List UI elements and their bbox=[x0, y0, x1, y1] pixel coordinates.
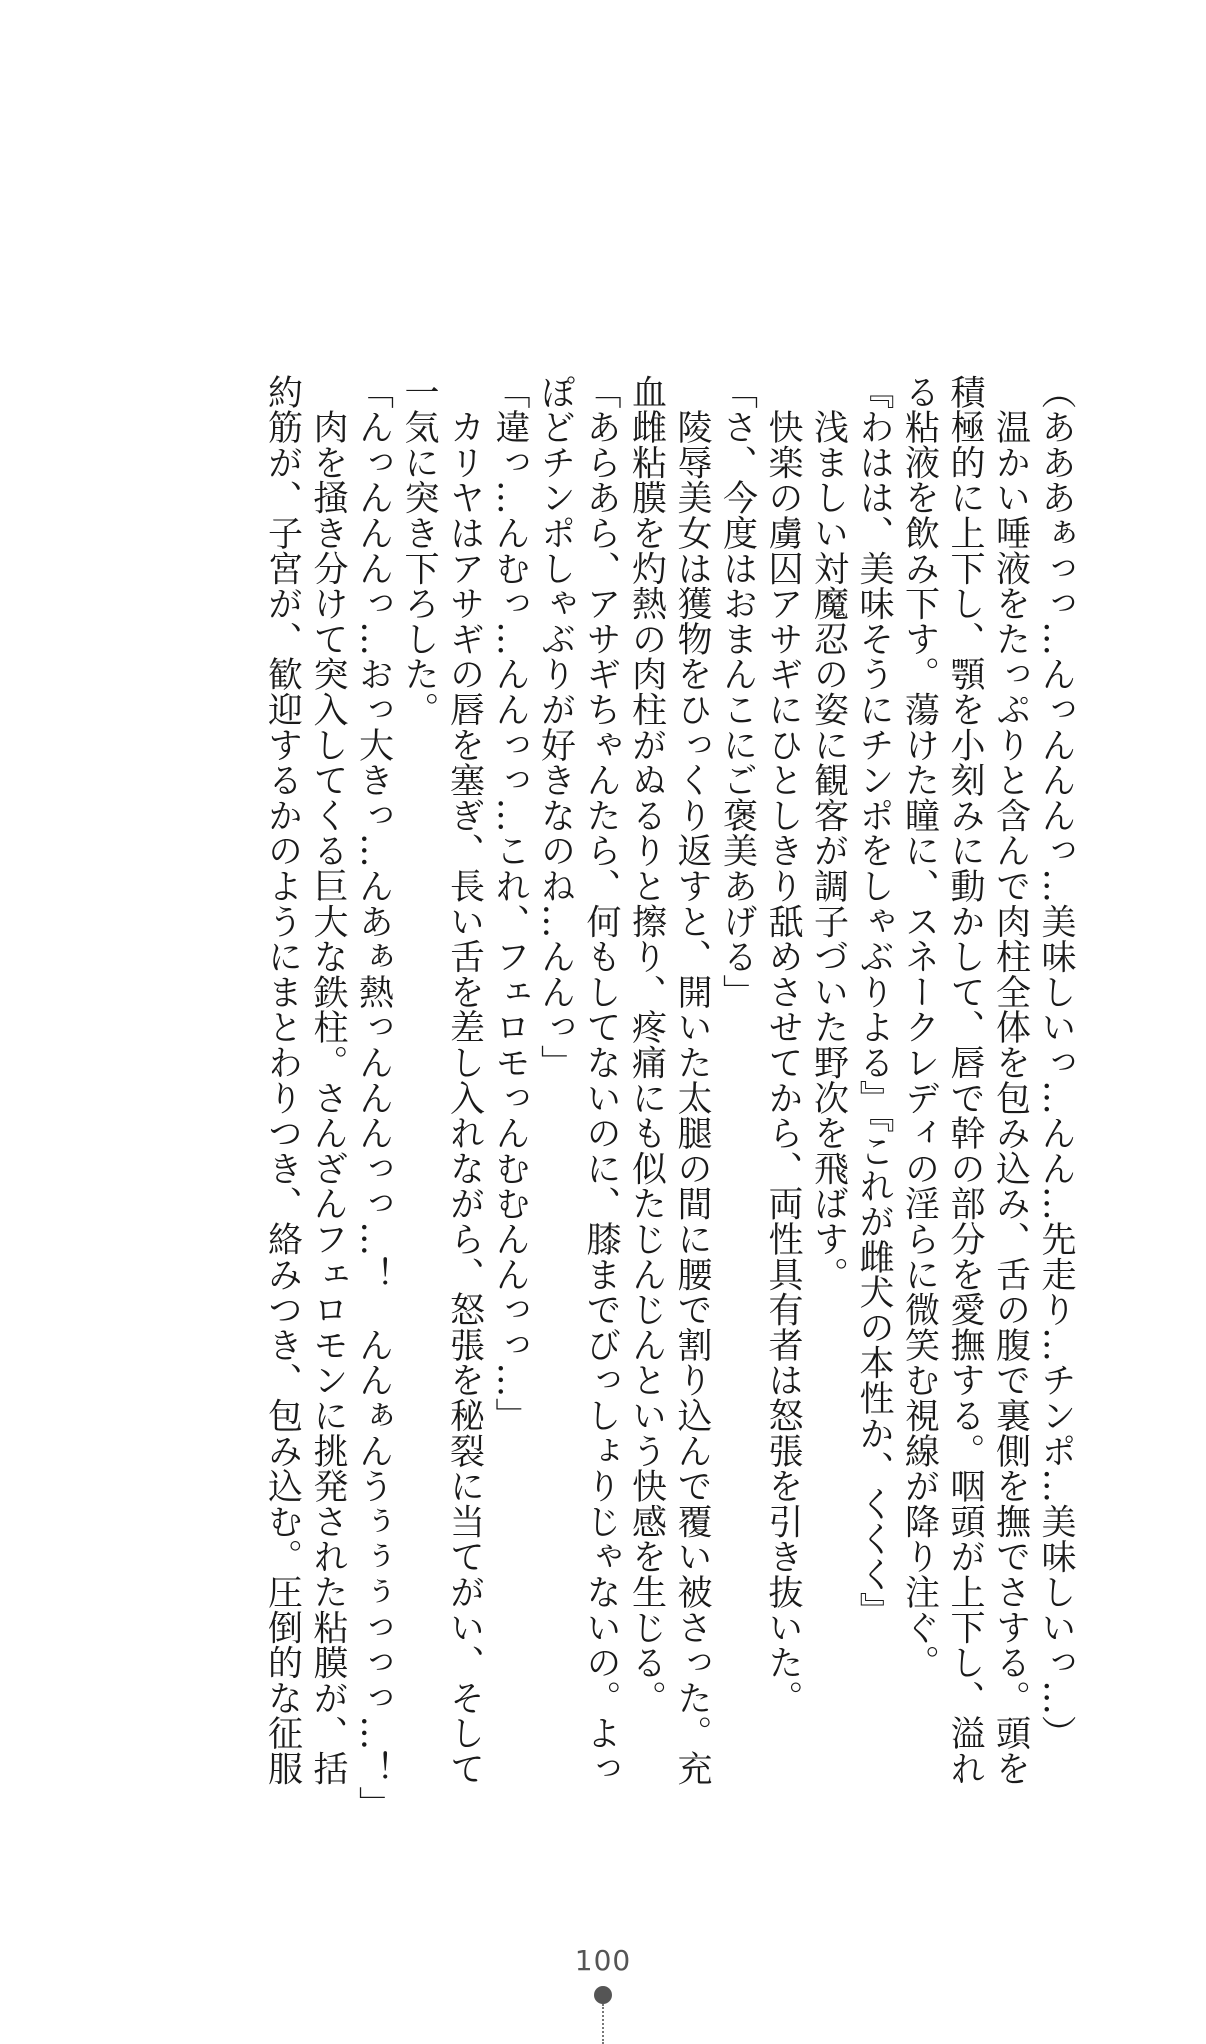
body-text bbox=[259, 374, 1078, 1822]
text-line: （あああぁっっ…んっんんんっ…美味しいっ…んん…先走り…チンポ…美味しいっ…） bbox=[1036, 374, 1076, 1751]
text-line: 浅ましい対魔忍の姿に観客が調子づいた野次を飛ばす。 bbox=[808, 374, 849, 1292]
text-line: ぽどチンポしゃぶりが好きなのね…んんっ」 bbox=[535, 374, 576, 1080]
text-line: 「あらあら、アサギちゃんたら、何もしてないのに、膝までびっしょりじゃないの。よっ bbox=[581, 374, 621, 1786]
text-line: 陵辱美女は獲物をひっくり返すと、開いた太腿の間に腰で割り込んで覆い被さった。充 bbox=[672, 374, 712, 1786]
text-line: カリヤはアサギの唇を塞ぎ、長い舌を差し入れながら、怒張を秘裂に当てがい、そして bbox=[444, 374, 485, 1786]
text-line: 約筋が、子宮が、歓迎するかのようにまとわりつき、絡みつき、包み込む。圧倒的な征服 bbox=[262, 374, 303, 1786]
text-line: 「違っ…んむっ…んんっっ…これ、フェロモっんむむんんっっ…」 bbox=[490, 374, 530, 1433]
text-line: 肉を掻き分けて突入してくる巨大な鉄柱。さんざんフェロモンに挑発された粘膜が、括 bbox=[308, 374, 348, 1786]
text-line: 積極的に上下し、顎を小刻みに動かして、唇で幹の部分を愛撫する。咽頭が上下し、溢れ bbox=[945, 374, 985, 1786]
text-line: 血雌粘膜を灼熱の肉柱がぬるりと擦り、疼痛にも似たじんじんという快感を生じる。 bbox=[626, 374, 667, 1716]
text-line: 快楽の虜囚アサギにひとしきり舐めさせてから、両性具有者は怒張を引き抜いた。 bbox=[763, 374, 803, 1716]
folio-dot-ornament bbox=[594, 1986, 612, 2004]
folio-line-ornament bbox=[602, 2004, 604, 2044]
text-line: 一気に突き下ろした。 bbox=[399, 374, 439, 727]
text-line: 「んっんんんっ…おっ大きっ…んあぁ熱っんんんっっ…！ んんぁんうぅぅぅっっっ…！」 bbox=[353, 374, 394, 1822]
text-line: 「さ、今度はおまんこにご褒美あげる」 bbox=[717, 374, 758, 1010]
text-line: 『わはは、美味そうにチンポをしゃぶりよる』『これが雌犬の本性か、くくく』 bbox=[854, 374, 894, 1628]
text-line: る粘液を飲み下す。蕩けた瞳に、スネークレディの淫らに微笑む視線が降り注ぐ。 bbox=[899, 374, 940, 1681]
text-line: 温かい唾液をたっぷりと含んで肉柱全体を包み込み、舌の腹で裏側を撫でさする。頭を bbox=[990, 374, 1031, 1786]
page-number: 100 bbox=[574, 1944, 632, 1977]
